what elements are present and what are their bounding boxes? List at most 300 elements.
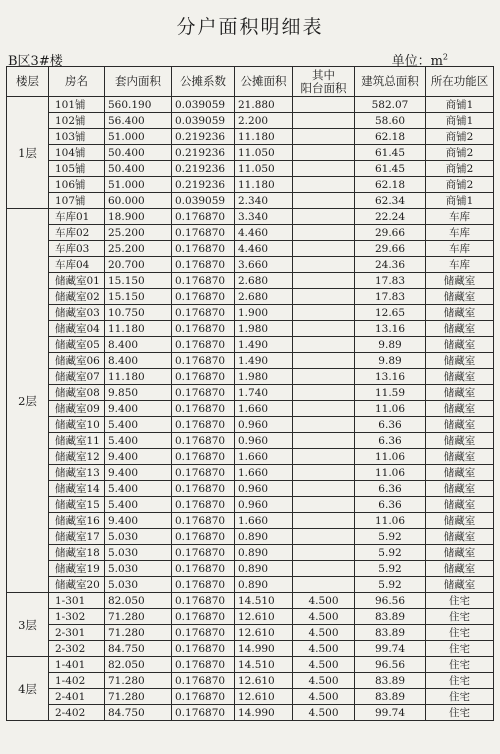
share-coef-cell: 0.039059 [172, 193, 235, 209]
table-row [7, 129, 494, 145]
total-area-cell: 11.06 [355, 401, 426, 417]
share-area-cell: 1.490 [235, 353, 293, 369]
share-area-cell: 14.990 [235, 641, 293, 657]
table-row [7, 609, 494, 625]
function-cell: 储藏室 [426, 273, 494, 289]
total-area-cell: 11.06 [355, 513, 426, 529]
share-coef-cell: 0.039059 [172, 113, 235, 129]
balcony-area-cell: 4.500 [293, 609, 355, 625]
room-cell: 1-401 [49, 657, 105, 673]
inner-area-cell: 51.000 [105, 177, 172, 193]
function-cell: 储藏室 [426, 385, 494, 401]
function-cell: 住宅 [426, 625, 494, 641]
room-cell: 车库04 [49, 257, 105, 273]
share-area-cell: 1.660 [235, 401, 293, 417]
room-cell: 2-402 [49, 705, 105, 721]
share-coef-cell: 0.176870 [172, 465, 235, 481]
share-area-cell: 1.660 [235, 513, 293, 529]
function-cell: 储藏室 [426, 289, 494, 305]
table-row [7, 161, 494, 177]
share-area-cell: 21.880 [235, 97, 293, 113]
share-area-cell: 14.990 [235, 705, 293, 721]
share-area-cell: 2.200 [235, 113, 293, 129]
table-row [7, 513, 494, 529]
function-cell: 储藏室 [426, 305, 494, 321]
balcony-area-cell [293, 497, 355, 513]
page-title: 分户面积明细表 [176, 16, 324, 38]
room-cell: 储藏室08 [49, 385, 105, 401]
inner-area-cell: 84.750 [105, 641, 172, 657]
share-area-cell: 0.960 [235, 417, 293, 433]
function-cell: 储藏室 [426, 401, 494, 417]
table-row [7, 673, 494, 689]
share-area-cell: 4.460 [235, 225, 293, 241]
inner-area-cell: 5.400 [105, 417, 172, 433]
table-row [7, 433, 494, 449]
header-inner-area: 套内面积 [105, 67, 172, 97]
inner-area-cell: 25.200 [105, 225, 172, 241]
share-coef-cell: 0.219236 [172, 161, 235, 177]
share-coef-cell: 0.176870 [172, 593, 235, 609]
balcony-area-cell [293, 417, 355, 433]
total-area-cell: 96.56 [355, 657, 426, 673]
table-row [7, 209, 494, 225]
table-row [7, 465, 494, 481]
share-area-cell: 14.510 [235, 593, 293, 609]
balcony-area-cell [293, 209, 355, 225]
room-cell: 储藏室15 [49, 497, 105, 513]
share-coef-cell: 0.219236 [172, 129, 235, 145]
total-area-cell: 17.83 [355, 273, 426, 289]
header-floor: 楼层 [7, 67, 49, 97]
balcony-area-cell [293, 561, 355, 577]
table-row [7, 241, 494, 257]
share-coef-cell: 0.176870 [172, 513, 235, 529]
room-cell: 储藏室04 [49, 321, 105, 337]
inner-area-cell: 5.400 [105, 433, 172, 449]
share-area-cell: 1.900 [235, 305, 293, 321]
share-coef-cell: 0.176870 [172, 417, 235, 433]
function-cell: 商铺2 [426, 145, 494, 161]
share-area-cell: 12.610 [235, 625, 293, 641]
room-cell: 储藏室13 [49, 465, 105, 481]
header-share-coef: 公摊系数 [172, 67, 235, 97]
balcony-area-cell [293, 241, 355, 257]
balcony-area-cell [293, 545, 355, 561]
share-coef-cell: 0.176870 [172, 225, 235, 241]
total-area-cell: 6.36 [355, 481, 426, 497]
inner-area-cell: 25.200 [105, 241, 172, 257]
balcony-area-cell [293, 305, 355, 321]
total-area-cell: 9.89 [355, 353, 426, 369]
share-coef-cell: 0.176870 [172, 577, 235, 593]
balcony-area-cell [293, 433, 355, 449]
share-coef-cell: 0.219236 [172, 145, 235, 161]
inner-area-cell: 5.030 [105, 529, 172, 545]
inner-area-cell: 71.280 [105, 609, 172, 625]
room-cell: 储藏室16 [49, 513, 105, 529]
inner-area-cell: 9.400 [105, 465, 172, 481]
share-coef-cell: 0.176870 [172, 385, 235, 401]
room-cell: 101铺 [49, 97, 105, 113]
share-area-cell: 11.050 [235, 145, 293, 161]
header-balcony-line2: 阳台面积 [300, 80, 347, 95]
function-cell: 商铺1 [426, 113, 494, 129]
total-area-cell: 6.36 [355, 417, 426, 433]
share-coef-cell: 0.176870 [172, 257, 235, 273]
table-row [7, 225, 494, 241]
inner-area-cell: 560.190 [105, 97, 172, 113]
table-row [7, 113, 494, 129]
room-cell: 车库03 [49, 241, 105, 257]
room-cell: 储藏室10 [49, 417, 105, 433]
balcony-area-cell [293, 353, 355, 369]
table-row [7, 657, 494, 673]
total-area-cell: 83.89 [355, 673, 426, 689]
inner-area-cell: 82.050 [105, 593, 172, 609]
share-area-cell: 12.610 [235, 609, 293, 625]
balcony-area-cell [293, 513, 355, 529]
balcony-area-cell [293, 465, 355, 481]
share-coef-cell: 0.176870 [172, 673, 235, 689]
total-area-cell: 9.89 [355, 337, 426, 353]
share-coef-cell: 0.176870 [172, 449, 235, 465]
function-cell: 商铺2 [426, 129, 494, 145]
table-row [7, 417, 494, 433]
function-cell: 车库 [426, 257, 494, 273]
total-area-cell: 11.06 [355, 465, 426, 481]
total-area-cell: 61.45 [355, 145, 426, 161]
share-coef-cell: 0.039059 [172, 97, 235, 113]
function-cell: 车库 [426, 209, 494, 225]
balcony-area-cell: 4.500 [293, 625, 355, 641]
room-cell: 储藏室18 [49, 545, 105, 561]
table-row [7, 577, 494, 593]
room-cell: 储藏室02 [49, 289, 105, 305]
total-area-cell: 61.45 [355, 161, 426, 177]
room-cell: 107铺 [49, 193, 105, 209]
room-cell: 106铺 [49, 177, 105, 193]
total-area-cell: 6.36 [355, 433, 426, 449]
inner-area-cell: 50.400 [105, 161, 172, 177]
inner-area-cell: 5.030 [105, 577, 172, 593]
room-cell: 储藏室01 [49, 273, 105, 289]
inner-area-cell: 8.400 [105, 337, 172, 353]
function-cell: 住宅 [426, 593, 494, 609]
inner-area-cell: 8.400 [105, 353, 172, 369]
share-area-cell: 12.610 [235, 673, 293, 689]
function-cell: 车库 [426, 241, 494, 257]
room-cell: 储藏室05 [49, 337, 105, 353]
table-row [7, 257, 494, 273]
table-row [7, 401, 494, 417]
room-cell: 储藏室03 [49, 305, 105, 321]
share-coef-cell: 0.176870 [172, 705, 235, 721]
room-cell: 储藏室17 [49, 529, 105, 545]
total-area-cell: 13.16 [355, 321, 426, 337]
room-cell: 1-301 [49, 593, 105, 609]
total-area-cell: 12.65 [355, 305, 426, 321]
balcony-area-cell [293, 225, 355, 241]
function-cell: 储藏室 [426, 337, 494, 353]
room-cell: 102铺 [49, 113, 105, 129]
room-cell: 2-401 [49, 689, 105, 705]
total-area-cell: 99.74 [355, 705, 426, 721]
function-cell: 住宅 [426, 609, 494, 625]
inner-area-cell: 15.150 [105, 273, 172, 289]
balcony-area-cell: 4.500 [293, 657, 355, 673]
table-row [7, 273, 494, 289]
table-body [7, 97, 494, 721]
function-cell: 储藏室 [426, 321, 494, 337]
room-cell: 储藏室20 [49, 577, 105, 593]
table-row [7, 369, 494, 385]
share-area-cell: 1.490 [235, 337, 293, 353]
share-coef-cell: 0.176870 [172, 641, 235, 657]
share-area-cell: 0.890 [235, 529, 293, 545]
balcony-area-cell [293, 321, 355, 337]
share-area-cell: 0.960 [235, 481, 293, 497]
share-coef-cell: 0.176870 [172, 561, 235, 577]
room-cell: 储藏室19 [49, 561, 105, 577]
balcony-area-cell [293, 289, 355, 305]
inner-area-cell: 71.280 [105, 673, 172, 689]
table-row [7, 529, 494, 545]
share-coef-cell: 0.176870 [172, 529, 235, 545]
room-cell: 储藏室07 [49, 369, 105, 385]
share-area-cell: 4.460 [235, 241, 293, 257]
inner-area-cell: 5.030 [105, 545, 172, 561]
share-coef-cell: 0.176870 [172, 481, 235, 497]
inner-area-cell: 5.400 [105, 481, 172, 497]
table-row [7, 145, 494, 161]
function-cell: 储藏室 [426, 561, 494, 577]
share-coef-cell: 0.176870 [172, 433, 235, 449]
inner-area-cell: 9.850 [105, 385, 172, 401]
balcony-area-cell [293, 113, 355, 129]
function-cell: 储藏室 [426, 353, 494, 369]
header-room: 房名 [49, 67, 105, 97]
share-coef-cell: 0.176870 [172, 609, 235, 625]
total-area-cell: 96.56 [355, 593, 426, 609]
total-area-cell: 11.06 [355, 449, 426, 465]
balcony-area-cell: 4.500 [293, 705, 355, 721]
room-cell: 储藏室12 [49, 449, 105, 465]
area-detail-table [6, 66, 494, 721]
share-area-cell: 3.340 [235, 209, 293, 225]
table-row [7, 705, 494, 721]
inner-area-cell: 10.750 [105, 305, 172, 321]
inner-area-cell: 50.400 [105, 145, 172, 161]
header-share-area: 公摊面积 [235, 67, 293, 97]
share-area-cell: 11.180 [235, 177, 293, 193]
block-label: B区3#楼 [8, 54, 63, 69]
share-coef-cell: 0.176870 [172, 241, 235, 257]
room-cell: 1-402 [49, 673, 105, 689]
function-cell: 储藏室 [426, 449, 494, 465]
inner-area-cell: 9.400 [105, 401, 172, 417]
share-coef-cell: 0.176870 [172, 305, 235, 321]
room-cell: 2-302 [49, 641, 105, 657]
share-area-cell: 1.980 [235, 321, 293, 337]
inner-area-cell: 11.180 [105, 321, 172, 337]
floor-cell: 2层 [7, 209, 49, 593]
function-cell: 储藏室 [426, 513, 494, 529]
inner-area-cell: 5.030 [105, 561, 172, 577]
function-cell: 商铺2 [426, 161, 494, 177]
total-area-cell: 29.66 [355, 225, 426, 241]
share-area-cell: 12.610 [235, 689, 293, 705]
function-cell: 住宅 [426, 689, 494, 705]
room-cell: 储藏室09 [49, 401, 105, 417]
total-area-cell: 17.83 [355, 289, 426, 305]
share-coef-cell: 0.176870 [172, 657, 235, 673]
balcony-area-cell [293, 529, 355, 545]
floor-cell: 4层 [7, 657, 49, 721]
total-area-cell: 13.16 [355, 369, 426, 385]
share-area-cell: 11.050 [235, 161, 293, 177]
inner-area-cell: 71.280 [105, 625, 172, 641]
table-row [7, 177, 494, 193]
unit-superscript: 2 [442, 52, 448, 62]
room-cell: 103铺 [49, 129, 105, 145]
room-cell: 105铺 [49, 161, 105, 177]
table-row [7, 641, 494, 657]
balcony-area-cell [293, 193, 355, 209]
inner-area-cell: 20.700 [105, 257, 172, 273]
table-row [7, 481, 494, 497]
header-row [7, 67, 494, 97]
table-row [7, 545, 494, 561]
share-area-cell: 11.180 [235, 129, 293, 145]
share-area-cell: 3.660 [235, 257, 293, 273]
share-area-cell: 2.340 [235, 193, 293, 209]
table-row [7, 625, 494, 641]
inner-area-cell: 71.280 [105, 689, 172, 705]
balcony-area-cell [293, 481, 355, 497]
function-cell: 储藏室 [426, 417, 494, 433]
balcony-area-cell [293, 145, 355, 161]
balcony-area-cell [293, 97, 355, 113]
share-coef-cell: 0.176870 [172, 401, 235, 417]
total-area-cell: 582.07 [355, 97, 426, 113]
balcony-area-cell [293, 257, 355, 273]
balcony-area-cell: 4.500 [293, 673, 355, 689]
table-row [7, 337, 494, 353]
inner-area-cell: 11.180 [105, 369, 172, 385]
total-area-cell: 11.59 [355, 385, 426, 401]
inner-area-cell: 5.400 [105, 497, 172, 513]
total-area-cell: 22.24 [355, 209, 426, 225]
total-area-cell: 5.92 [355, 545, 426, 561]
share-coef-cell: 0.176870 [172, 209, 235, 225]
share-area-cell: 0.890 [235, 577, 293, 593]
function-cell: 商铺2 [426, 177, 494, 193]
function-cell: 储藏室 [426, 545, 494, 561]
total-area-cell: 99.74 [355, 641, 426, 657]
total-area-cell: 83.89 [355, 609, 426, 625]
share-area-cell: 0.890 [235, 545, 293, 561]
balcony-area-cell [293, 129, 355, 145]
room-cell: 1-302 [49, 609, 105, 625]
total-area-cell: 83.89 [355, 689, 426, 705]
share-coef-cell: 0.176870 [172, 321, 235, 337]
total-area-cell: 83.89 [355, 625, 426, 641]
table-row [7, 689, 494, 705]
share-coef-cell: 0.219236 [172, 177, 235, 193]
share-coef-cell: 0.176870 [172, 289, 235, 305]
balcony-area-cell [293, 577, 355, 593]
table-row [7, 497, 494, 513]
table-row [7, 561, 494, 577]
room-cell: 车库02 [49, 225, 105, 241]
total-area-cell: 62.34 [355, 193, 426, 209]
floor-cell: 1层 [7, 97, 49, 209]
share-area-cell: 1.740 [235, 385, 293, 401]
share-coef-cell: 0.176870 [172, 545, 235, 561]
balcony-area-cell: 4.500 [293, 593, 355, 609]
total-area-cell: 62.18 [355, 129, 426, 145]
balcony-area-cell [293, 337, 355, 353]
total-area-cell: 5.92 [355, 577, 426, 593]
function-cell: 住宅 [426, 673, 494, 689]
floor-cell: 3层 [7, 593, 49, 657]
table-row [7, 289, 494, 305]
function-cell: 商铺1 [426, 193, 494, 209]
inner-area-cell: 82.050 [105, 657, 172, 673]
function-cell: 储藏室 [426, 577, 494, 593]
inner-area-cell: 18.900 [105, 209, 172, 225]
inner-area-cell: 15.150 [105, 289, 172, 305]
inner-area-cell: 56.400 [105, 113, 172, 129]
share-coef-cell: 0.176870 [172, 337, 235, 353]
balcony-area-cell [293, 449, 355, 465]
function-cell: 储藏室 [426, 529, 494, 545]
table-row [7, 97, 494, 113]
function-cell: 储藏室 [426, 433, 494, 449]
share-coef-cell: 0.176870 [172, 273, 235, 289]
header-total-area: 建筑总面积 [355, 67, 426, 97]
table-row [7, 385, 494, 401]
share-coef-cell: 0.176870 [172, 353, 235, 369]
share-area-cell: 2.680 [235, 289, 293, 305]
total-area-cell: 62.18 [355, 177, 426, 193]
room-cell: 储藏室14 [49, 481, 105, 497]
header-function: 所在功能区 [426, 67, 494, 97]
total-area-cell: 58.60 [355, 113, 426, 129]
room-cell: 车库01 [49, 209, 105, 225]
room-cell: 2-301 [49, 625, 105, 641]
balcony-area-cell [293, 273, 355, 289]
table-row [7, 593, 494, 609]
function-cell: 储藏室 [426, 481, 494, 497]
room-cell: 储藏室06 [49, 353, 105, 369]
function-cell: 住宅 [426, 657, 494, 673]
balcony-area-cell [293, 177, 355, 193]
share-area-cell: 0.960 [235, 497, 293, 513]
function-cell: 住宅 [426, 705, 494, 721]
share-area-cell: 1.660 [235, 465, 293, 481]
balcony-area-cell [293, 401, 355, 417]
balcony-area-cell: 4.500 [293, 689, 355, 705]
share-coef-cell: 0.176870 [172, 497, 235, 513]
share-area-cell: 0.890 [235, 561, 293, 577]
total-area-cell: 6.36 [355, 497, 426, 513]
balcony-area-cell [293, 161, 355, 177]
function-cell: 储藏室 [426, 465, 494, 481]
share-area-cell: 0.960 [235, 433, 293, 449]
table-row [7, 353, 494, 369]
